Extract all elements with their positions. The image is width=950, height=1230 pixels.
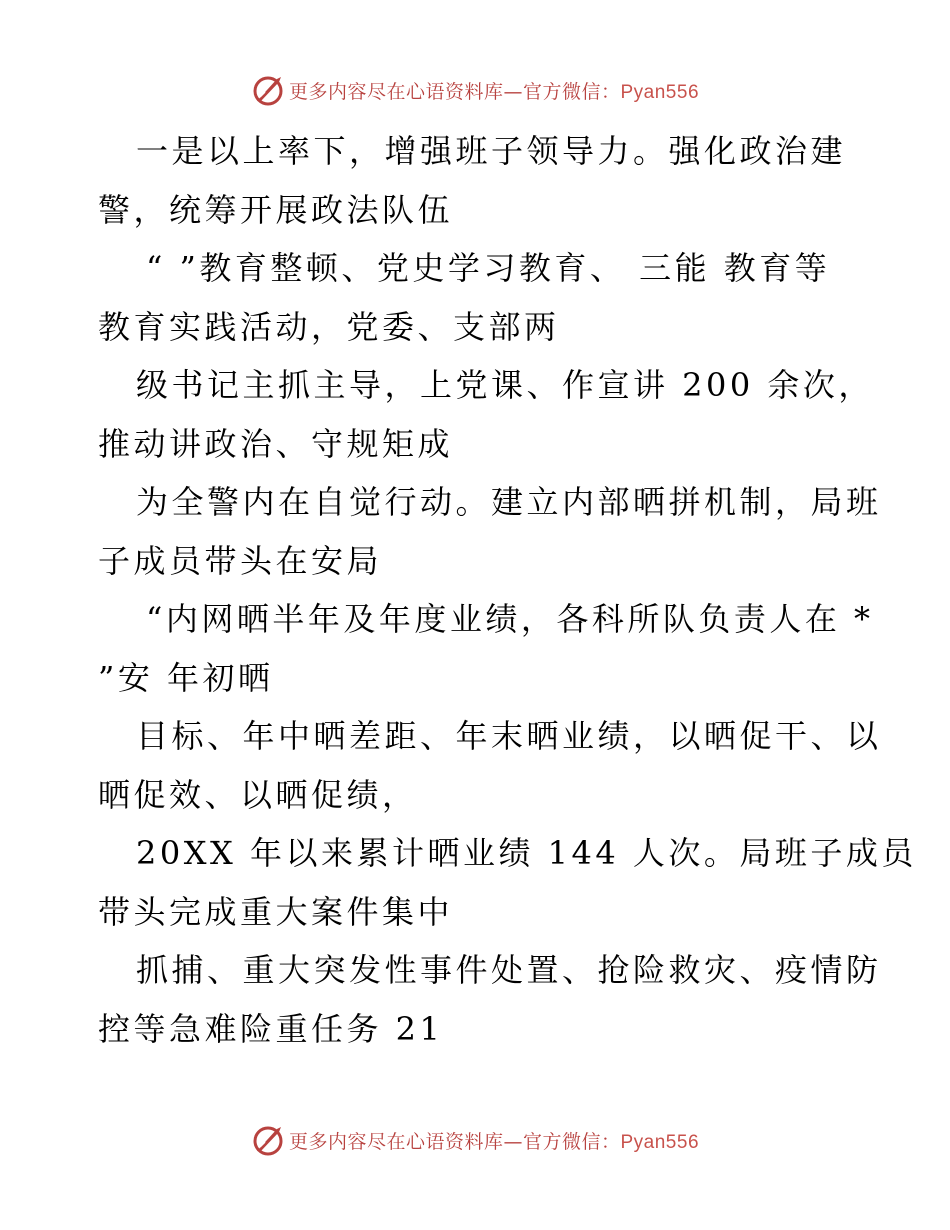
body-line: 目标、年中晒差距、年末晒业绩，以晒促干、以	[136, 717, 882, 755]
header-banner-text: 更多内容尽在心语资料库—官方微信：Pyan556	[288, 80, 700, 103]
body-line: 抓捕、重大突发性事件处置、抢险救灾、疫情防	[136, 951, 882, 989]
body-line: 一是以上率下，增强班子领导力。强化政治建	[136, 132, 847, 170]
body-line: “ ”教育整顿、党史学习教育、 三能 教育等	[146, 249, 831, 287]
body-line: 推动讲政治、守规矩成	[98, 424, 454, 463]
body-line: 晒促效、以晒促绩，	[98, 775, 418, 814]
body-line: 级书记主抓主导，上党课、作宣讲 200 余次，	[136, 366, 874, 404]
body-line: 为全警内在自觉行动。建立内部晒拼机制，局班	[136, 483, 882, 521]
body-line: ”安 年初晒	[98, 658, 274, 697]
footer-banner-text: 更多内容尽在心语资料库—官方微信：Pyan556	[288, 1130, 700, 1153]
body-line: 20XX 年以来累计晒业绩 144 人次。局班子成员	[136, 834, 917, 872]
quill-circle-logo-icon	[251, 1123, 285, 1157]
body-line: “内网晒半年及年度业绩，各科所队负责人在 *	[146, 600, 874, 638]
body-line: 子成员带头在安局	[98, 541, 383, 580]
body-line: 教育实践活动，党委、支部两	[98, 307, 560, 346]
body-line: 控等急难险重任务 21	[98, 1009, 444, 1048]
body-line: 警，统筹开展政法队伍	[98, 190, 454, 229]
footer-banner-account: Pyan556	[620, 1131, 700, 1153]
quill-circle-logo-icon	[251, 73, 285, 107]
document-body	[98, 122, 917, 1058]
header-banner	[0, 70, 950, 110]
footer-banner	[0, 1120, 950, 1160]
header-banner-account: Pyan556	[620, 81, 700, 103]
body-line: 带头完成重大案件集中	[98, 892, 454, 931]
